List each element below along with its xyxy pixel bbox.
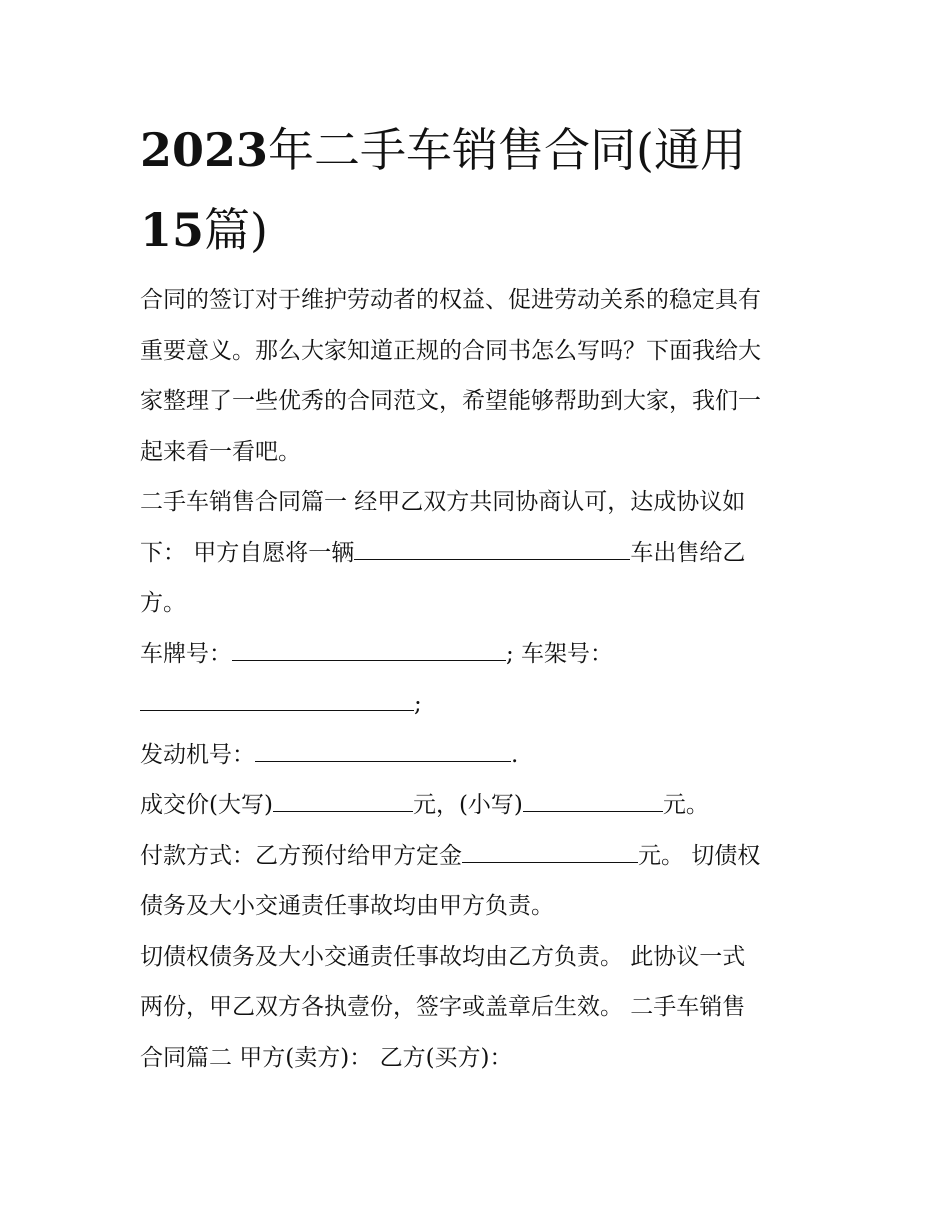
title-line-1: 2023年二手车销售合同(通用	[140, 123, 746, 177]
title-line-2: 15篇)	[140, 203, 268, 257]
liability-paragraph: 切债权债务及大小交通责任事故均由乙方负责。 此协议一式 两份，甲乙双方各执壹份，签字或盖章后生效。 二手车销售 合同篇二 甲方(卖方)： 乙方(买方)：	[140, 943, 746, 1071]
plate-frame-numbers: 车牌号： ; 车架号： ;	[140, 629, 820, 730]
deposit-blank[interactable]	[462, 840, 638, 863]
plate-number-blank[interactable]	[232, 638, 506, 661]
page-title	[140, 110, 820, 270]
document-body	[140, 275, 820, 1083]
vehicle-blank[interactable]	[354, 537, 630, 560]
transaction-price: 成交价(大写) 元，(小写) 元。	[140, 780, 820, 831]
intro-paragraph: 合同的签订对于维护劳动者的权益、促进劳动关系的稳定具有 重要意义。那么大家知道正规的合同书怎么写吗？下面我给大 家整理了一些优秀的合同范文，希望能够帮助到大家，我们一 起来看一看吧。	[140, 287, 761, 465]
payment-method: 付款方式：乙方预付给甲方定金 元。 切债权 债务及大小交通责任事故均由甲方负责。	[140, 831, 820, 932]
price-uppercase-blank[interactable]	[273, 789, 413, 812]
engine-number: 发动机号： .	[140, 730, 820, 781]
contract-one-opening: 二手车销售合同篇一 经甲乙双方共同协商认可，达成协议如 下： 甲方自愿将一辆 车出售给乙 方。	[140, 489, 746, 616]
price-numeric-blank[interactable]	[523, 789, 663, 812]
engine-number-blank[interactable]	[255, 739, 511, 762]
frame-number-blank[interactable]	[140, 688, 414, 711]
